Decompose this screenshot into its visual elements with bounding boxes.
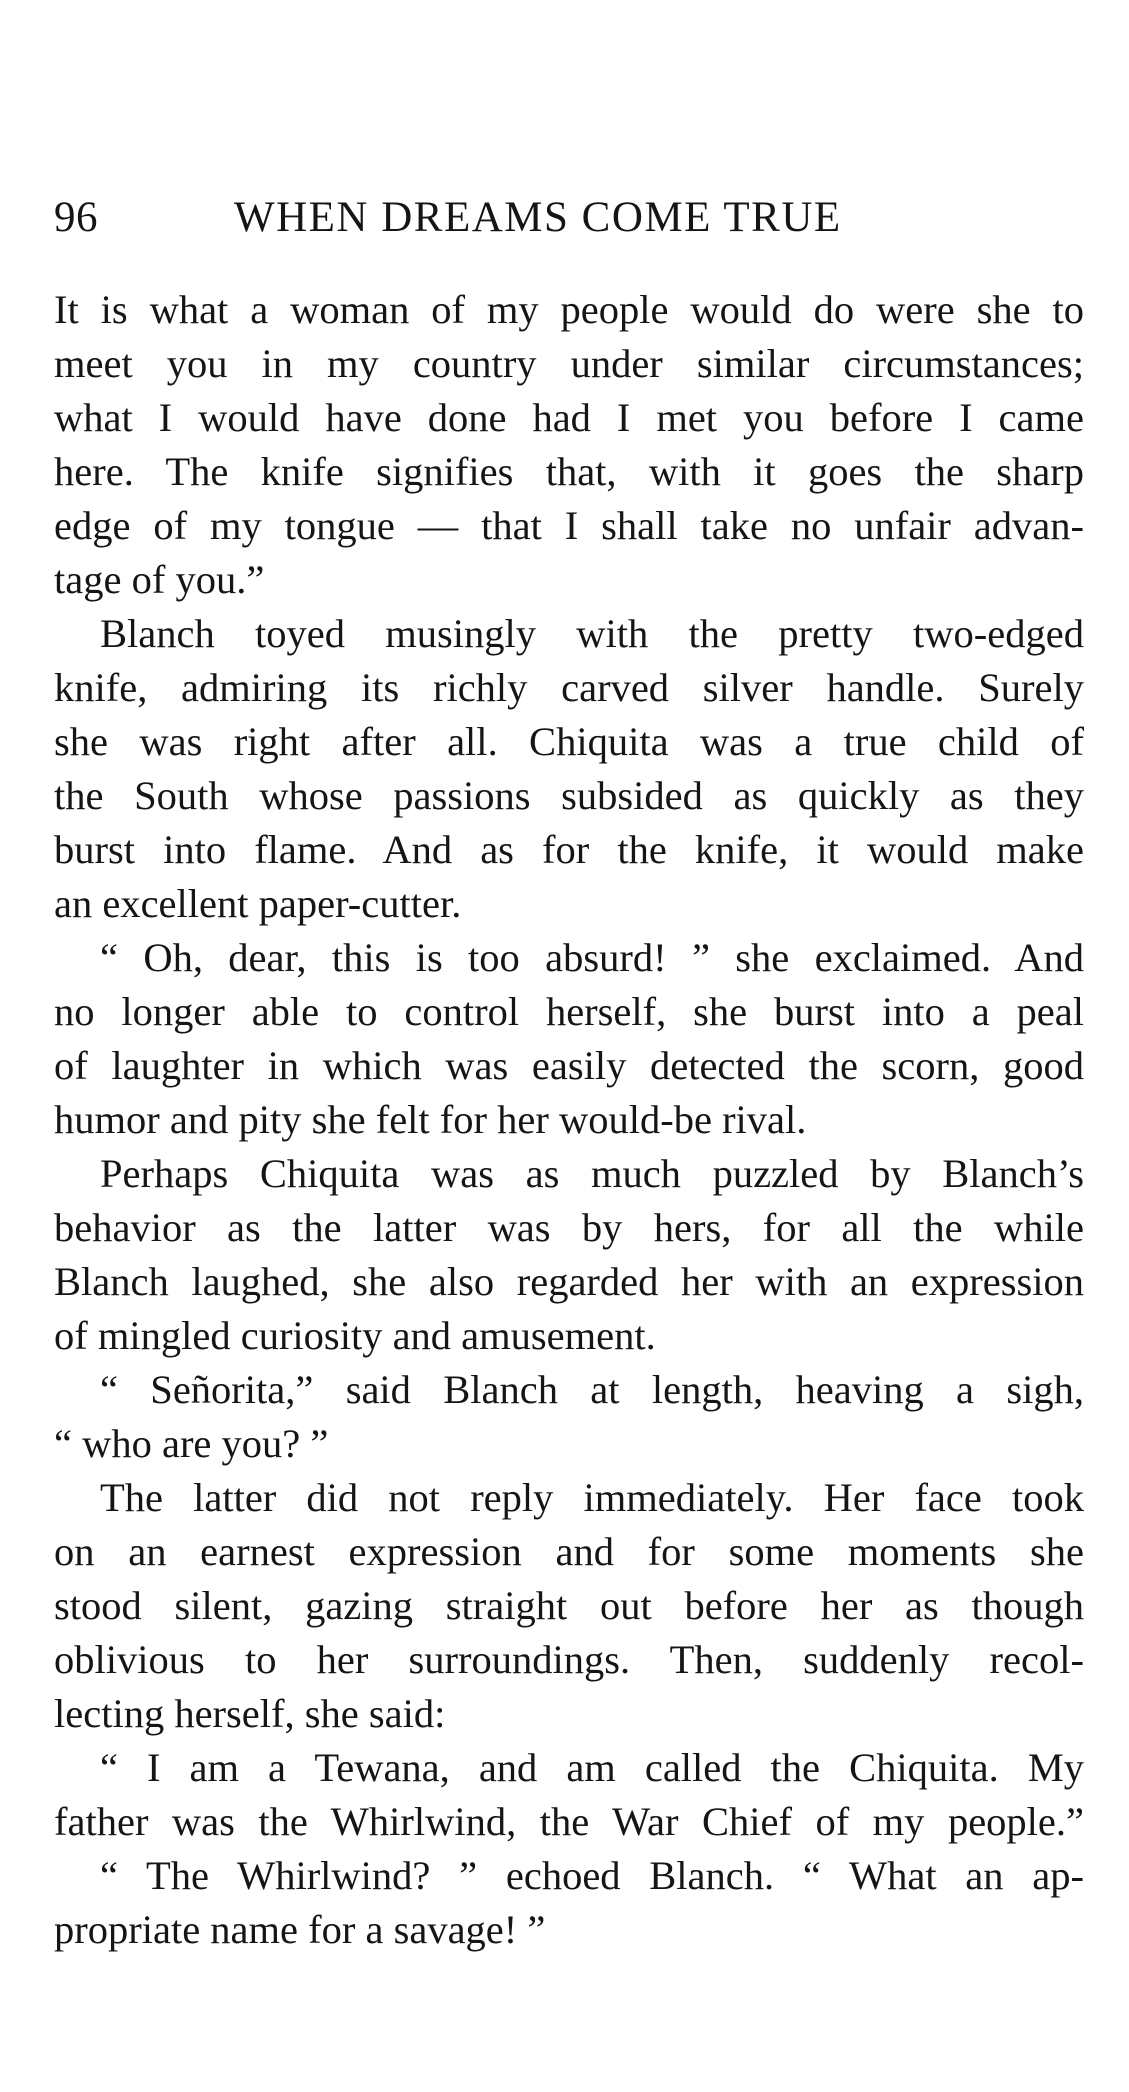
page-number: 96 — [54, 194, 98, 241]
text-line: “ I am a Tewana, and am called the Chiquita. My — [100, 1745, 1084, 1790]
text-line: Blanch laughed, she also regarded her with an expression — [54, 1259, 1084, 1304]
text-line: edge of my tongue — that I shall take no unfair advan- — [54, 503, 1084, 548]
text-line: here. The knife signifies that, with it goes the sharp — [54, 449, 1084, 494]
text-line: of laughter in which was easily detected the scorn, good — [54, 1043, 1084, 1088]
text-line: It is what a woman of my people would do were she to — [54, 287, 1084, 332]
text-line: the South whose passions subsided as quickly as they — [54, 773, 1084, 818]
running-title: WHEN DREAMS COME TRUE — [234, 194, 842, 241]
text-line: meet you in my country under similar circumstances; — [54, 341, 1084, 386]
text-line: no longer able to control herself, she burst into a peal — [54, 989, 1084, 1034]
text-line: oblivious to her surroundings. Then, suddenly recol- — [54, 1637, 1084, 1682]
text-line: she was right after all. Chiquita was a true child of — [54, 719, 1084, 764]
text-line: tage of you.” — [54, 557, 265, 602]
text-line: on an earnest expression and for some moments she — [54, 1529, 1084, 1574]
page-body — [54, 283, 1084, 1957]
text-line: an excellent paper-cutter. — [54, 881, 462, 926]
text-line: burst into flame. And as for the knife, it would make — [54, 827, 1084, 872]
text-line: The latter did not reply immediately. Her face took — [100, 1475, 1084, 1520]
text-line: of mingled curiosity and amusement. — [54, 1313, 656, 1358]
text-line: “ Oh, dear, this is too absurd! ” she exclaimed. And — [100, 935, 1084, 980]
text-line: propriate name for a savage! ” — [54, 1907, 546, 1952]
text-line: “ Señorita,” said Blanch at length, heaving a sigh, — [100, 1367, 1084, 1412]
text-line: “ The Whirlwind? ” echoed Blanch. “ What an ap- — [100, 1853, 1084, 1898]
text-line: “ who are you? ” — [54, 1421, 329, 1466]
text-line: stood silent, gazing straight out before her as though — [54, 1583, 1084, 1628]
text-line: father was the Whirlwind, the War Chief of my people.” — [54, 1799, 1084, 1844]
text-line: Blanch toyed musingly with the pretty two-edged — [100, 611, 1084, 656]
page-header — [54, 188, 1084, 248]
text-line: knife, admiring its richly carved silver handle. Surely — [54, 665, 1084, 710]
text-line: humor and pity she felt for her would-be rival. — [54, 1097, 807, 1142]
text-line: what I would have done had I met you before I came — [54, 395, 1084, 440]
text-line: Perhaps Chiquita was as much puzzled by Blanch’s — [100, 1151, 1084, 1196]
text-line: behavior as the latter was by hers, for all the while — [54, 1205, 1084, 1250]
text-line: lecting herself, she said: — [54, 1691, 446, 1736]
